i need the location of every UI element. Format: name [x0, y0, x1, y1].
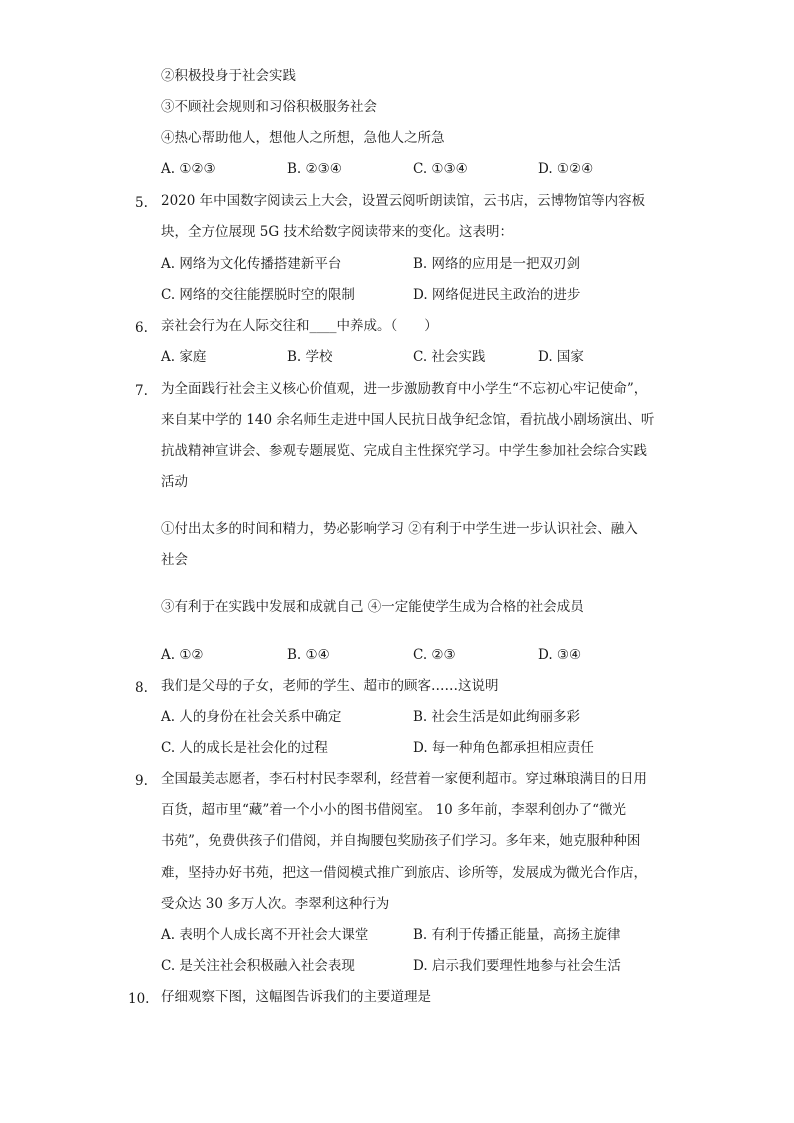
question-6-option-c: C. 社会实践 — [413, 349, 486, 365]
question-8-stem: 我们是父母的子女，老师的学生、超市的顾客……这说明 — [161, 678, 499, 694]
question-9-option-b: B. 有利于传播正能量，高扬主旋律 — [413, 927, 621, 943]
question-9-option-c: C. 是关注社会积极融入社会表现 — [161, 958, 355, 974]
question-4-option-a: A. ①②③ — [161, 161, 216, 177]
question-4-option-d: D. ①②④ — [538, 161, 594, 177]
question-9-stem-line-3: 书苑”，免费供孩子们借阅，并自掏腰包奖励孩子们学习。多年来，她克服种种困 — [161, 833, 641, 849]
question-5-option-b: B. 网络的应用是一把双刃剑 — [413, 256, 581, 272]
question-4-item-3: ③不顾社会规则和习俗积极服务社会 — [161, 99, 377, 115]
question-6-option-b: B. 学校 — [287, 349, 333, 365]
question-9-stem-line-1: 全国最美志愿者，李石村村民李翠利，经营着一家便利超市。穿过琳琅满目的日用 — [161, 771, 647, 787]
question-6-option-a: A. 家庭 — [161, 349, 207, 365]
question-9-number: 9. — [135, 773, 148, 789]
question-4-option-b: B. ②③④ — [287, 161, 342, 177]
question-7-stem-line-2: 来自某中学的 140 余名师生走进中国人民抗日战争纪念馆，看抗战小剧场演出、听 — [161, 412, 655, 428]
question-6-stem: 亲社会行为在人际交往和____中养成。（ ） — [161, 318, 438, 334]
question-5-number: 5. — [135, 195, 148, 211]
question-7-stem-line-3: 抗战精神宣讲会、参观专题展览、完成自主性探究学习。中学生参加社会综合实践 — [161, 443, 647, 459]
question-9-stem-line-4: 难，坚持办好书苑，把这一借阅模式推广到旅店、诊所等，发展成为微光合作店， — [161, 865, 647, 881]
question-10-number: 10. — [128, 991, 150, 1007]
question-7-item-line-3: ③有利于在实践中发展和成就自己 ④一定能使学生成为合格的社会成员 — [161, 599, 584, 615]
question-4-item-2: ②积极投身于社会实践 — [161, 68, 296, 84]
question-6-number: 6. — [135, 320, 148, 336]
question-7-stem-line-1: 为全面践行社会主义核心价值观，进一步激励教育中小学生“不忘初心牢记使命”， — [161, 381, 648, 397]
question-8-option-b: B. 社会生活是如此绚丽多彩 — [413, 709, 581, 725]
question-7-item-line-2: 社会 — [161, 552, 188, 568]
question-9-stem-line-2: 百货，超市里“藏”着一个小小的图书借阅室。 10 多年前，李翠利创办了“微光 — [161, 802, 626, 818]
question-5-option-d: D. 网络促进民主政治的进步 — [413, 287, 581, 303]
question-8-option-c: C. 人的成长是社会化的过程 — [161, 740, 328, 756]
question-9-option-a: A. 表明个人成长离不开社会大课堂 — [161, 927, 369, 943]
question-5-stem-line-1: 2020 年中国数字阅读云上大会，设置云阅听朗读馆，云书店，云博物馆等内容板 — [161, 193, 646, 209]
question-7-stem-line-4: 活动 — [161, 474, 188, 490]
question-7-number: 7. — [135, 383, 148, 399]
question-7-option-b: B. ①④ — [287, 647, 330, 663]
question-6-option-d: D. 国家 — [538, 349, 584, 365]
question-4-item-4: ④热心帮助他人，想他人之所想，急他人之所急 — [161, 130, 445, 146]
question-7-item-line-1: ①付出太多的时间和精力，势必影响学习 ②有利于中学生进一步认识社会、融入 — [161, 521, 638, 537]
question-5-option-c: C. 网络的交往能摆脱时空的限制 — [161, 287, 355, 303]
question-4-option-c: C. ①③④ — [413, 161, 468, 177]
question-9-option-d: D. 启示我们要理性地参与社会生活 — [413, 958, 621, 974]
question-5-option-a: A. 网络为文化传播搭建新平台 — [161, 256, 342, 272]
question-10-stem: 仔细观察下图，这幅图告诉我们的主要道理是 — [161, 989, 431, 1005]
question-7-option-a: A. ①② — [161, 647, 204, 663]
question-8-number: 8. — [135, 680, 148, 696]
question-5-stem-line-2: 块，全方位展现 5G 技术给数字阅读带来的变化。这表明： — [161, 224, 513, 240]
question-8-option-d: D. 每一种角色都承担相应责任 — [413, 740, 594, 756]
question-7-option-d: D. ③④ — [538, 647, 582, 663]
question-9-stem-line-5: 受众达 30 多万人次。李翠利这种行为 — [161, 896, 390, 912]
question-7-option-c: C. ②③ — [413, 647, 456, 663]
question-8-option-a: A. 人的身份在社会关系中确定 — [161, 709, 342, 725]
